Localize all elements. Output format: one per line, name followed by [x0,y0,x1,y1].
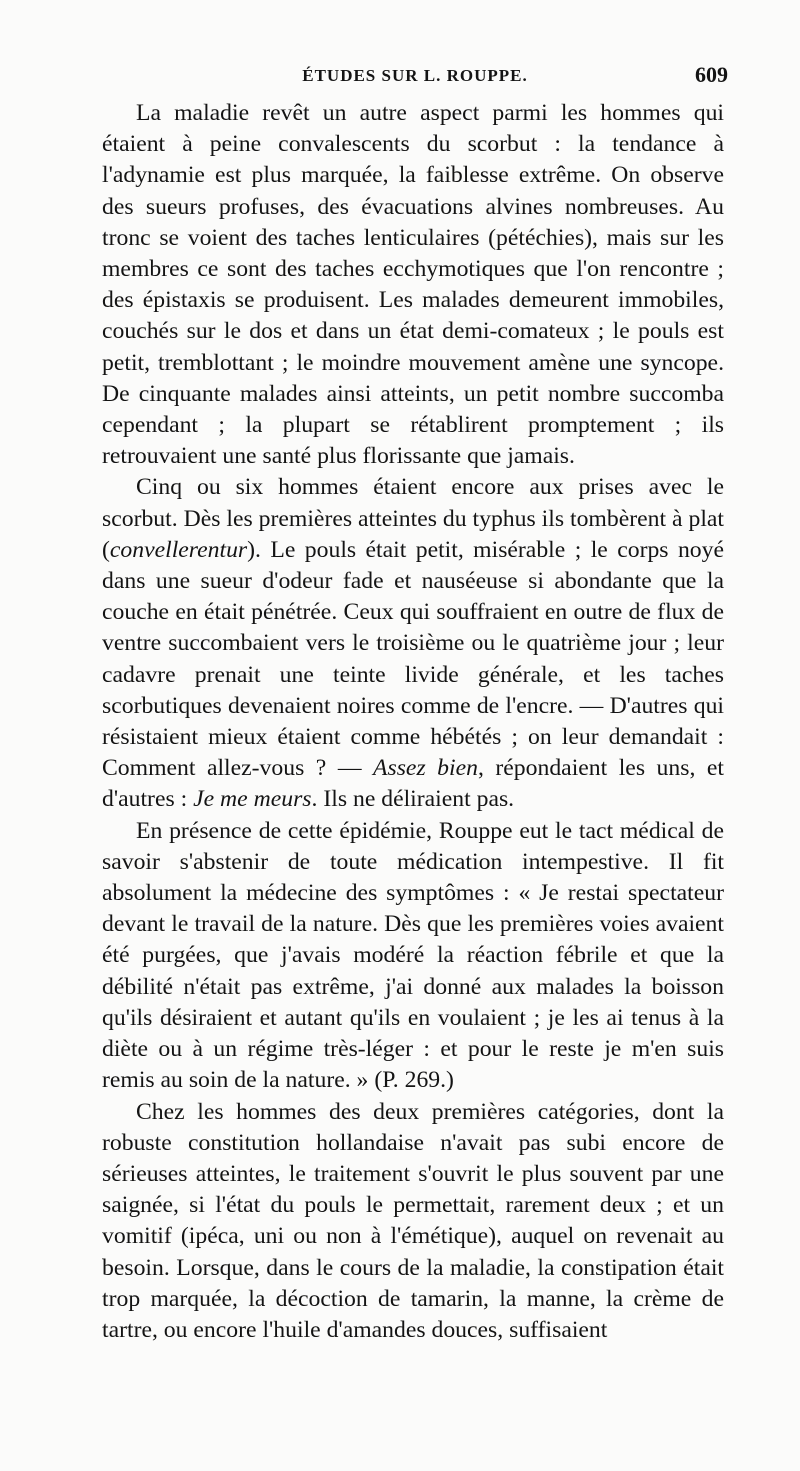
paragraph-4 [102,1097,724,1347]
reply-assez-bien: Assez bien [373,755,478,782]
paragraph-3 [102,816,724,1097]
paragraph-2-text-b: ). Le pouls était petit, misérable ; le corps noyé dans une sueur d'odeur fade et nauséeuse si abondante que la couche en était pénétrée. Ceux qui souffraient en outre de flux de ventre succombaient vers le troisième ou le quatrième jour ; leur cadavre prenait une teinte livide générale, et les taches scorbutiques devenaient noires comme de l'encre. — D'autres qui résistaient mieux étaient comme hébétés ; on leur demandait : Comment allez-vous ? — [102,536,724,782]
page-body [102,98,724,1346]
page-number: 609 [695,62,728,87]
paragraph-3-text: En présence de cette épidémie, Rouppe eut le tact médical de savoir s'abstenir de toute médication intempestive. Il fit absolument la médecine des symptômes : « Je restai spectateur devant le travail de la nature. Dès que les premières voies avaient été purgées, que j'avais modéré la réaction fébrile et que la débilité n'était pas extrême, j'ai donné aux malades la boisson qu'ils désiraient et autant qu'ils en voulaient ; je les ai tenus à la diète ou à un régime très-léger : et pour le reste je m'en suis remis au soin de la nature. » (P. 269.) [102,817,724,1094]
latin-term: convellerentur [109,536,248,563]
paragraph-1-text: La maladie revêt un autre aspect parmi les hommes qui étaient à peine convalescents du scorbut : la tendance à l'adynamie est plus marquée, la faiblesse extrême. On observe des sueurs profuses, des évacuations alvines nombreuses. Au tronc se voient des taches lenticulaires (pétéchies), mais sur les membres ce sont des taches ecchymotiques que l'on rencontre ; des épistaxis se produisent. Les malades demeurent immobiles, couchés sur le dos et dans un état demi-comateux ; le pouls est petit, tremblottant ; le moindre mouvement amène une syncope. De cinquante malades ainsi atteints, un petit nombre succomba cependant ; la plupart se rétablirent promptement ; ils retrouvaient une santé plus florissante que jamais. [102,100,724,470]
paragraph-4-text: Chez les hommes des deux premières catégories, dont la robuste constitution hollandaise n'avait pas subi encore de sérieuses atteintes, le traitement s'ouvrit le plus souvent par une saignée, si l'état du pouls le permettait, rarement deux ; et un vomitif (ipéca, uni ou non à l'émétique), auquel on revenait au besoin. Lorsque, dans le cours de la maladie, la constipation était trop marquée, la décoction de tamarin, la manne, la crème de tartre, ou encore l'huile d'amandes douces, suffisaient [102,1098,724,1343]
paragraph-1 [102,98,724,472]
paragraph-2-text-a: Cinq ou six hommes étaient encore aux prises avec le scorbut. Dès les premières atteintes du typhus ils tombèrent à plat ( [102,474,724,563]
paragraph-2-text-c: , répondaient les uns, et d'autres : [102,755,724,813]
reply-je-me-meurs: Je me meurs [193,786,312,813]
running-title: ÉTUDES SUR L. ROUPPE. [302,66,528,85]
paragraph-2 [102,472,724,815]
page-header [102,62,728,90]
paragraph-2-text-d: . Ils ne déliraient pas. [311,786,515,813]
